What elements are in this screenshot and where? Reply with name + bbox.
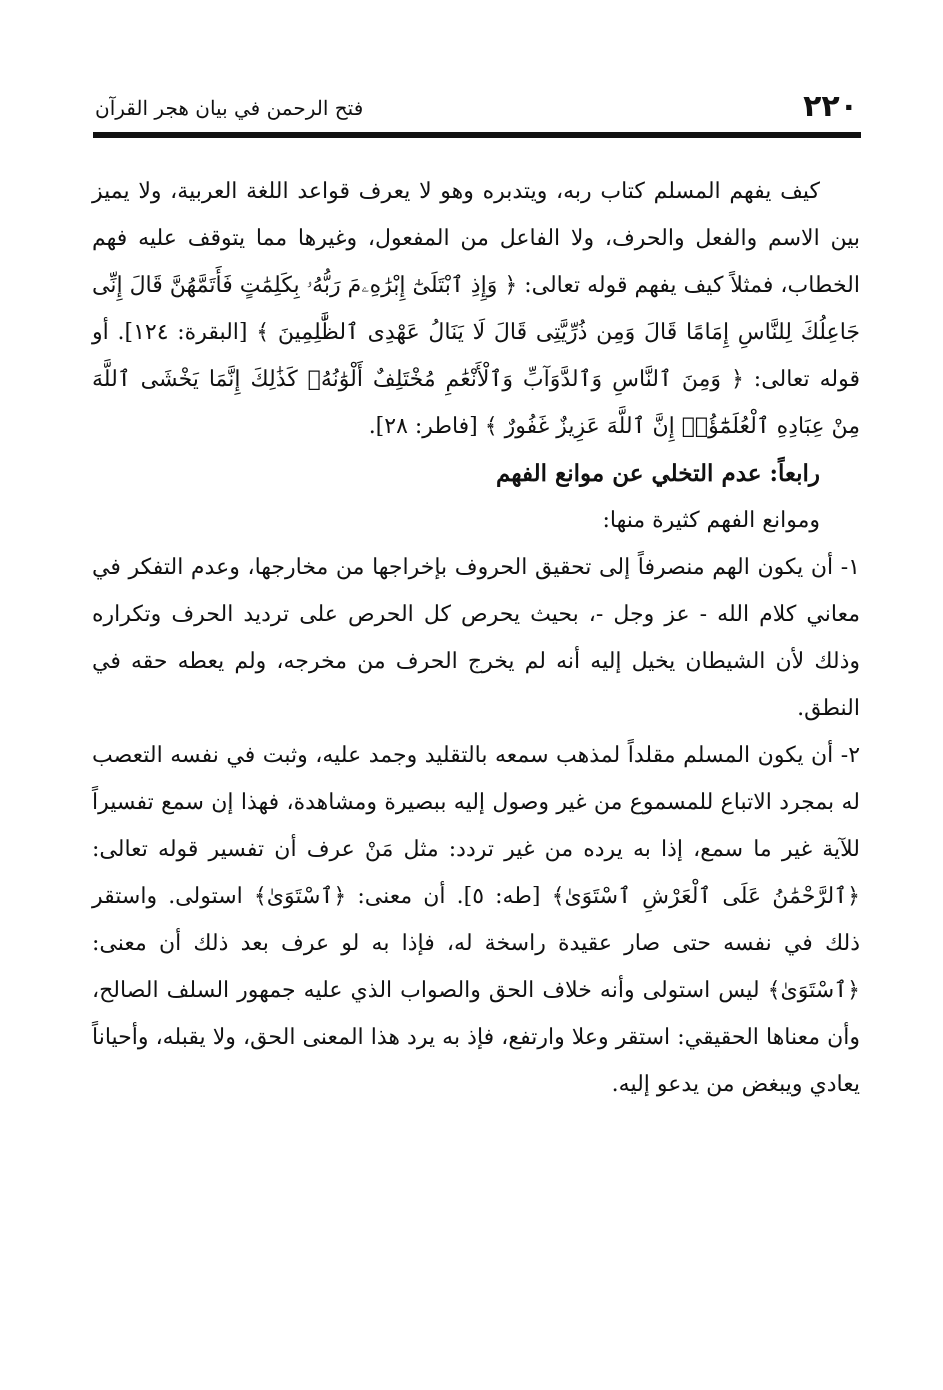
- header-divider: [93, 132, 861, 138]
- page-header: [95, 88, 858, 128]
- list-item-2: ٢- أن يكون المسلم مقلداً لمذهب سمعه بالتقليد وجمد عليه، وثبت في نفسه التعصب له بمجرد الاتباع للمسموع من غير وصول إليه ببصيرة ومشاهدة، فهذا إن سمع تفسيراً للآية غير ما سمع، إذا به يرده من غير تردد: مثل مَنْ عرف أن تفسير قوله تعالى: ﴿ٱلرَّحْمَٰنُ عَلَى ٱلْعَرْشِ ٱسْتَوَىٰ﴾ [طه: ٥]. أن معنى: ﴿ٱسْتَوَىٰ﴾ استولى. واستقر ذلك في نفسه حتى صار عقيدة راسخة له، فإذا به لو عرف بعد ذلك أن معنى: ﴿ٱسْتَوَىٰ﴾ ليس استولى وأنه خلاف الحق والصواب الذي عليه جمهور السلف الصالح، وأن معناها الحقيقي: استقر وعلا وارتفع، فإذ به يرد هذا المعنى الحق، ولا يقبله، وأحياناً يعادي ويبغض من يدعو إليه.: [92, 743, 861, 1097]
- page-number: ٢٢٠: [803, 89, 858, 124]
- running-title: فتح الرحمن في بيان هجر القرآن: [95, 96, 364, 120]
- page-body: [92, 168, 860, 1108]
- paragraph-intro: كيف يفهم المسلم كتاب ربه، ويتدبره وهو لا يعرف قواعد اللغة العربية، ولا يميز بين الاسم والفعل والحرف، ولا الفاعل من المفعول، وغيرها مما يتوقف عليه فهم الخطاب، فمثلاً كيف يفهم قوله تعالى: ﴿ وَإِذِ ٱبْتَلَىٰٓ إِبْرَٰهِۦمَ رَبُّهُۥ بِكَلِمَٰتٍ فَأَتَمَّهُنَّ قَالَ إِنِّى جَاعِلُكَ لِلنَّاسِ إِمَامًا قَالَ وَمِن ذُرِّيَّتِى قَالَ لَا يَنَالُ عَهْدِى ٱلظَّٰلِمِينَ ﴾ [البقرة: ١٢٤]. أو قوله تعالى: ﴿ وَمِنَ ٱلنَّاسِ وَٱلدَّوَآبِّ وَٱلْأَنْعَٰمِ مُخْتَلِفٌ أَلْوَٰنُهُۥ كَذَٰلِكَ إِنَّمَا يَخْشَى ٱللَّهَ مِنْ عِبَادِهِ ٱلْعُلَمَٰٓؤُا۟ إِنَّ ٱللَّهَ عَزِيزٌ غَفُورٌ ﴾ [فاطر: ٢٨].: [92, 179, 860, 439]
- list-item-1: ١- أن يكون الهم منصرفاً إلى تحقيق الحروف بإخراجها من مخارجها، وعدم التفكر في معاني كلام الله - عز وجل -، بحيث يحرص كل الحرص على ترديد الحرف وتكراره وذلك لأن الشيطان يخيل إليه أنه لم يخرج الحرف من مخرجه، ولم يعطه حقه في النطق.: [92, 555, 860, 721]
- section-heading: رابعاً: عدم التخلي عن موانع الفهم: [496, 460, 820, 487]
- paragraph-obstacles-intro: وموانع الفهم كثيرة منها:: [602, 508, 820, 533]
